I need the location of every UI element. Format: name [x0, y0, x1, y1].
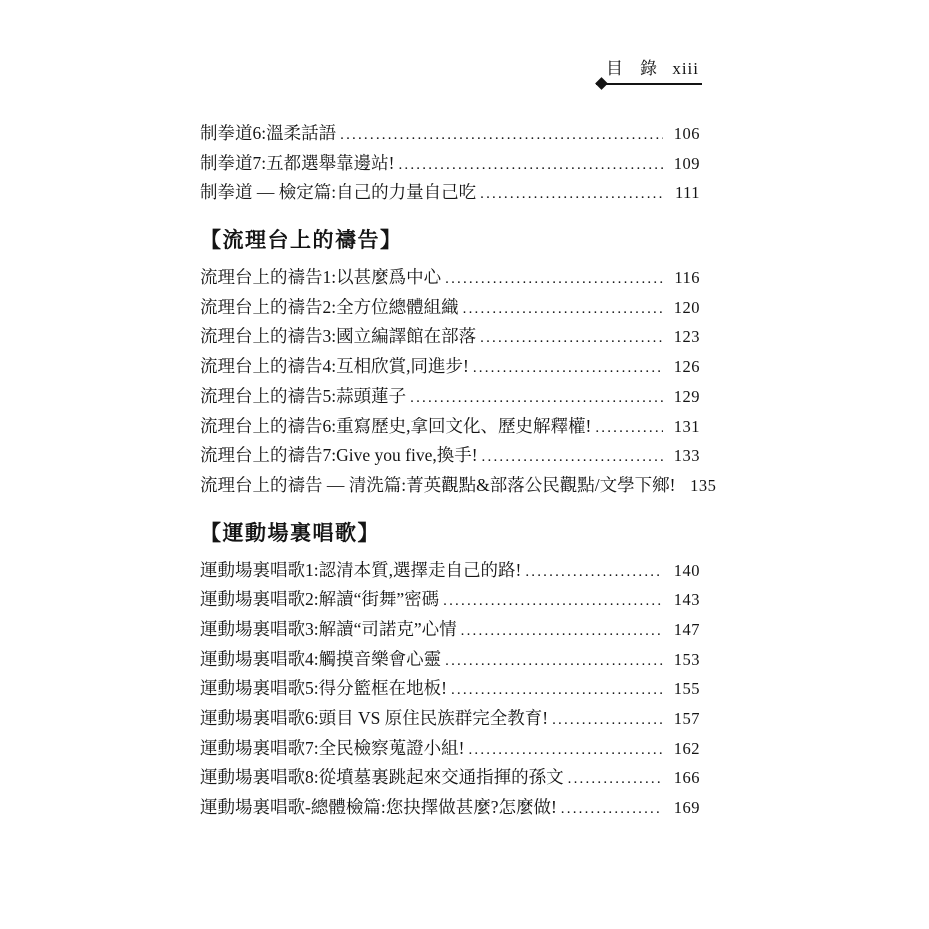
header-title: 目 錄: [606, 59, 657, 78]
toc-entry-page: 120: [673, 297, 700, 317]
toc-entry: [200, 615, 700, 645]
section-heading: 【運動場裏唱歌】: [200, 520, 380, 545]
toc-entry-title: 流理台上的禱告 — 清洗篇:菁英觀點&部落公民觀點/文學下鄉!: [200, 474, 676, 495]
toc-entry-page: 126: [673, 357, 700, 377]
toc-entry-title: 運動場裏唱歌3:解讀“司諾克”心情: [200, 618, 457, 639]
toc-entry-page: 157: [673, 709, 700, 728]
toc-entry-title: 流理台上的禱告7:Give you five,換手!: [200, 445, 478, 466]
toc-entry: [200, 704, 700, 734]
toc-entry-page: 109: [673, 153, 700, 173]
dot-leader: [451, 676, 663, 706]
dot-leader: [468, 736, 663, 766]
dot-leader: [552, 706, 663, 736]
dot-leader: [480, 324, 663, 354]
toc-entry: [200, 734, 700, 764]
toc-entry-title: 制拳道 — 檢定篇:自己的力量自己吃: [200, 182, 477, 203]
toc-entry: [200, 793, 700, 823]
toc-entry: [200, 585, 700, 615]
toc-entry-title: 運動場裏唱歌6:頭目 VS 原住民族群完全教育!: [200, 708, 549, 728]
toc-entry-page: 133: [673, 446, 700, 466]
dot-leader: [461, 617, 663, 647]
toc-entry-title: 流理台上的禱告1:以甚麼爲中心: [200, 267, 442, 288]
toc-entry-title: 流理台上的禱告5:蒜頭蓮子: [200, 385, 407, 406]
dot-leader: [482, 443, 663, 473]
toc-entry-page: 169: [673, 798, 700, 818]
dot-leader: [340, 121, 663, 151]
toc-entry-title: 運動場裏唱歌2:解讀“街舞”密碼: [200, 589, 440, 610]
toc-entry-page: 123: [673, 327, 700, 347]
toc-entry-title: 運動場裏唱歌8:從墳墓裏跳起來交通指揮的孫文: [200, 767, 564, 788]
toc-entry-page: 129: [673, 386, 700, 406]
toc-entry: [200, 119, 700, 149]
toc-entry-title: 流理台上的禱告2:全方位總體組織: [200, 296, 459, 317]
toc-entry-page: 155: [673, 679, 700, 699]
toc-entry-title: 流理台上的禱告3:國立編譯館在部落: [200, 326, 477, 347]
toc-entry-page: 143: [673, 590, 700, 610]
toc-entry-title: 流理台上的禱告6:重寫歷史,拿回文化、歷史解釋權!: [200, 415, 592, 436]
toc-entry-title: 運動場裏唱歌1:認清本質,選擇走自己的路!: [200, 559, 522, 580]
dot-leader: [398, 151, 663, 181]
dot-leader: [561, 795, 663, 825]
header-page-number: xiii: [672, 59, 699, 78]
toc-entry: [200, 645, 700, 675]
toc-entry-page: 116: [674, 268, 700, 288]
dot-leader: [463, 295, 663, 325]
toc-entry-title: 運動場裏唱歌5:得分籃框在地板!: [200, 678, 447, 699]
dot-leader: [443, 587, 663, 617]
dot-leader: [568, 765, 663, 795]
dot-leader: [445, 265, 663, 295]
toc-entry-title: 制拳道7:五都選舉靠邊站!: [200, 152, 395, 173]
dot-leader: [480, 180, 663, 210]
toc-entry: [200, 441, 700, 471]
toc-entry-page: 131: [673, 416, 700, 436]
toc-entry-page: 106: [673, 124, 700, 143]
page-header-text: [596, 58, 702, 80]
dot-leader: [410, 384, 663, 414]
dot-leader: [595, 414, 663, 444]
dot-leader: [445, 647, 663, 677]
toc-entry-page: 166: [673, 768, 700, 788]
toc-entry: [200, 471, 717, 501]
toc-entry-title: 運動場裏唱歌4:觸摸音樂會心靈: [200, 648, 442, 669]
toc-entry: [200, 178, 700, 208]
page-header: [596, 58, 702, 85]
toc-entry-title: 運動場裏唱歌-總體檢篇:您抉擇做甚麼?怎麼做!: [200, 797, 557, 818]
header-rule: [596, 83, 702, 85]
toc-entry: [200, 674, 700, 704]
toc-entry-page: 140: [673, 560, 700, 580]
toc-entry-page: 111: [674, 183, 700, 203]
toc-entry: [200, 322, 700, 352]
toc-entry-title: 制拳道6:溫柔話語: [200, 123, 337, 143]
toc-entry: [200, 263, 700, 293]
toc-entry: [200, 763, 700, 793]
toc-entry-title: 流理台上的禱告4:互相欣賞,同進步!: [200, 356, 469, 377]
toc-entry-page: 147: [673, 619, 700, 639]
toc-entry: [200, 556, 700, 586]
toc-entry: [200, 352, 700, 382]
toc-entry: [200, 382, 700, 412]
dot-leader: [473, 354, 663, 384]
toc: [200, 119, 717, 823]
toc-entry-page: 162: [673, 738, 700, 758]
toc-entry: [200, 149, 700, 179]
toc-entry-title: 運動場裏唱歌7:全民檢察蒐證小組!: [200, 737, 465, 758]
toc-entry: [200, 412, 700, 442]
toc-entry-page: 153: [673, 649, 700, 669]
dot-leader: [525, 558, 663, 588]
toc-entry: [200, 293, 700, 323]
section-heading: 【流理台上的禱告】: [200, 228, 403, 253]
toc-entry-page: 135: [690, 475, 717, 495]
